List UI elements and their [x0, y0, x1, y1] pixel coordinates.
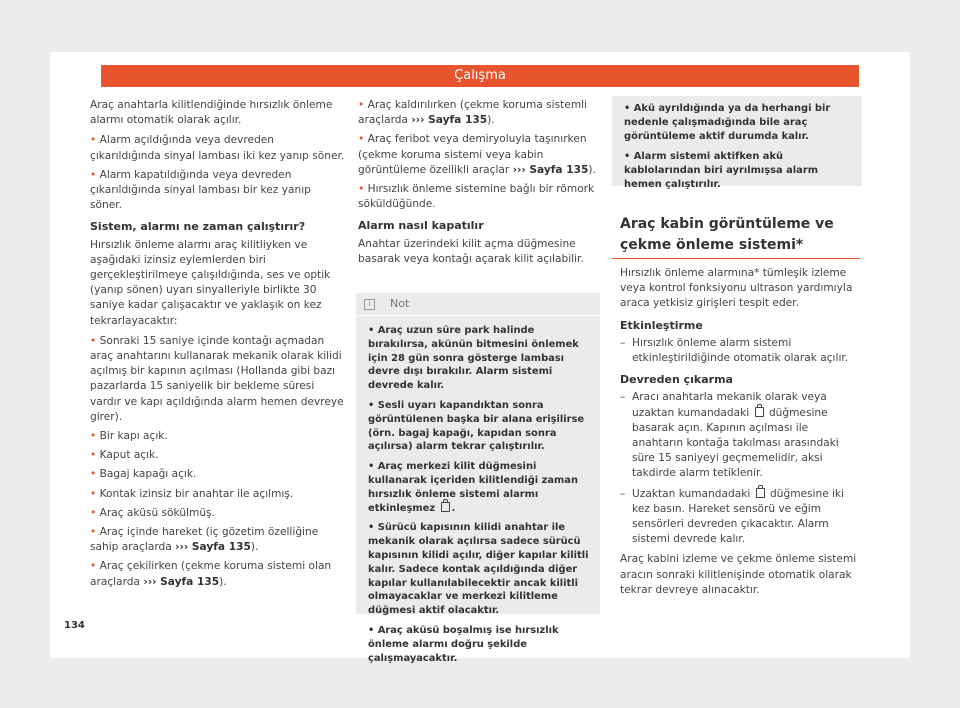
subheading: Devreden çıkarma	[620, 373, 733, 387]
list-item: • Sonraki 15 saniye içinde kontağı açmadan araç anahtarını kullanarak mekanik olarak kilidi açılmış bir kapının açılması (Hollanda gibi bazı pazarlarda 15 saniyelik bir bekleme süresi vardır ve kapı açıldığında alarm hemen devreye girer).	[90, 334, 344, 423]
subheading: Sistem, alarmı ne zaman çalıştırır?	[90, 220, 306, 234]
list-item: • Araç aküsü sökülmüş.	[90, 506, 215, 519]
section-title: Araç kabin görüntüleme ve çekme önleme sistemi*	[620, 216, 834, 253]
note-item: • Araç uzun süre park halinde bırakılırsa, akünün bitmesini önlemek için 28 gün sonra gösterge lambası devre dışı bırakılır. Alarm sistemi devrede kalır.	[368, 325, 579, 392]
list-item: • Araç çekilirken (çekme koruma sistemi olan araçlarda ››› Sayfa 135).	[90, 560, 332, 588]
list-item: • Kontak izinsiz bir anahtar ile açılmış.	[90, 487, 294, 500]
paragraph: Hırsızlık önleme alarmı araç kilitliyken ve aşağıdaki izinsiz eylemlerden biri gerçekleştirilmeye çalışıldığında, ses ve optik (yanıp sönen) uyarı sinyalleriyle birlikte 30 saniye kadar çalışacaktır ve yaklaşık on kez tekrarlayacaktır:	[90, 238, 331, 327]
list-item: • Bagaj kapağı açık.	[90, 468, 197, 481]
note-header	[356, 293, 600, 316]
page-reference-link[interactable]: ››› Sayfa 135	[512, 163, 589, 176]
lock-icon	[441, 502, 450, 512]
section-header: Çalışma	[101, 65, 859, 87]
note-title: Not	[390, 297, 410, 310]
page-number: 134	[64, 620, 85, 631]
note-item: • Sürücü kapısının kilidi anahtar ile mekanik olarak açılırsa sadece sürücü kapısının kilidi açılır, diğer kapılar kilitli kalır. Sadece kontak açıldığında diğer kapılar kullanılabilecektir ancak kilitli olmayacaklar ve merkezi kilitleme düğmesi aktif olacaktır.	[368, 522, 589, 617]
list-item: • Alarm kapatıldığında veya devreden çıkarıldığında sinyal lambası bir kez yanıp söner.	[90, 168, 311, 212]
page-reference-link[interactable]: ››› Sayfa 135	[143, 575, 220, 588]
unlock-icon	[756, 488, 765, 498]
section-title-rule	[612, 258, 860, 259]
column-2	[358, 98, 602, 272]
note-body	[356, 316, 600, 665]
subheading: Alarm nasıl kapatılır	[358, 219, 484, 233]
subheading: Etkinleştirme	[620, 318, 703, 332]
list-item: • Alarm açıldığında veya devreden çıkarıldığında sinyal lambası iki kez yanıp söner.	[90, 134, 345, 162]
unlock-icon	[755, 407, 764, 417]
paragraph: Hırsızlık önleme alarmına* tümleşik izleme veya kontrol fonksiyonu ultrason yardımıyla araca yetkisiz girişleri tespit eder.	[620, 267, 853, 310]
note-item: • Araç aküsü boşalmış ise hırsızlık önleme alarmı doğru şekilde çalışmayacaktır.	[368, 624, 559, 664]
note-item: • Akü ayrıldığında ya da herhangi bir nedenle çalışmadığında bile araç görüntüleme aktif durumda kalır.	[624, 103, 831, 142]
paragraph: Araç kabini izleme ve çekme önleme sistemi aracın sonraki kilitlenişinde otomatik olarak tekrar devreye alınacaktır.	[620, 553, 857, 596]
column-1	[90, 98, 346, 594]
list-item: • Araç feribot veya demiryoluyla taşınırken (çekme koruma sistemi veya kabin görüntüleme özellikli araçlar ››› Sayfa 135).	[358, 133, 596, 176]
dash-item: – Hırsızlık önleme alarm sistemi etkinleştirildiğinde otomatik olarak açılır.	[620, 336, 849, 365]
note-box-continued	[612, 96, 862, 190]
note-item: • Sesli uyarı kapandıktan sonra görüntülenen başka bir alana erişilirse (örn. bagaj kapağı, kapıdan sonra açılırsa) alarm tekrar çalıştırılır.	[368, 399, 585, 453]
paragraph: Araç anahtarla kilitlendiğinde hırsızlık önleme alarmı otomatik olarak açılır.	[90, 99, 333, 127]
note-item: • Araç merkezi kilit düğmesini kullanarak içeriden kilitlendiği zaman hırsızlık önleme sistemi alarmı etkinleşmez .	[368, 461, 578, 514]
note-box	[356, 293, 600, 664]
page-reference-link[interactable]: ››› Sayfa 135	[175, 541, 251, 554]
column-3	[620, 266, 860, 603]
list-item: • Araç içinde hareket (iç gözetim özelliğine sahip araçlarda ››› Sayfa 135).	[90, 526, 319, 554]
dash-item: – Aracı anahtarla mekanik olarak veya uzaktan kumandadaki düğmesine basarak açın. Kapının açılması ile anahtarın kontağa takılması arasındaki süre 15 saniyeyi geçmemelidir, aksi takdirde alarm tetiklenir.	[620, 391, 839, 480]
paragraph: Anahtar üzerindeki kilit açma düğmesine basarak veya kontağı açarak kilit açılabilir.	[358, 237, 584, 265]
page-reference-link[interactable]: ››› Sayfa 135	[411, 114, 488, 127]
list-item: • Araç kaldırılırken (çekme koruma sistemli araçlarda ››› Sayfa 135).	[358, 99, 588, 127]
note-item: • Alarm sistemi aktifken akü kablolarından biri ayrılmışsa alarm hemen çalıştırılır.	[624, 151, 818, 190]
list-item: • Hırsızlık önleme sistemine bağlı bir römork söküldüğünde.	[358, 183, 595, 211]
list-item: • Kaput açık.	[90, 449, 159, 462]
info-icon: i	[364, 299, 375, 310]
dash-item: – Uzaktan kumandadaki düğmesine iki kez basın. Hareket sensörü ve eğim sensörleri devreden çıkacaktır. Alarm sistemi devrede kalır.	[620, 487, 845, 546]
list-item: • Bir kapı açık.	[90, 430, 168, 443]
